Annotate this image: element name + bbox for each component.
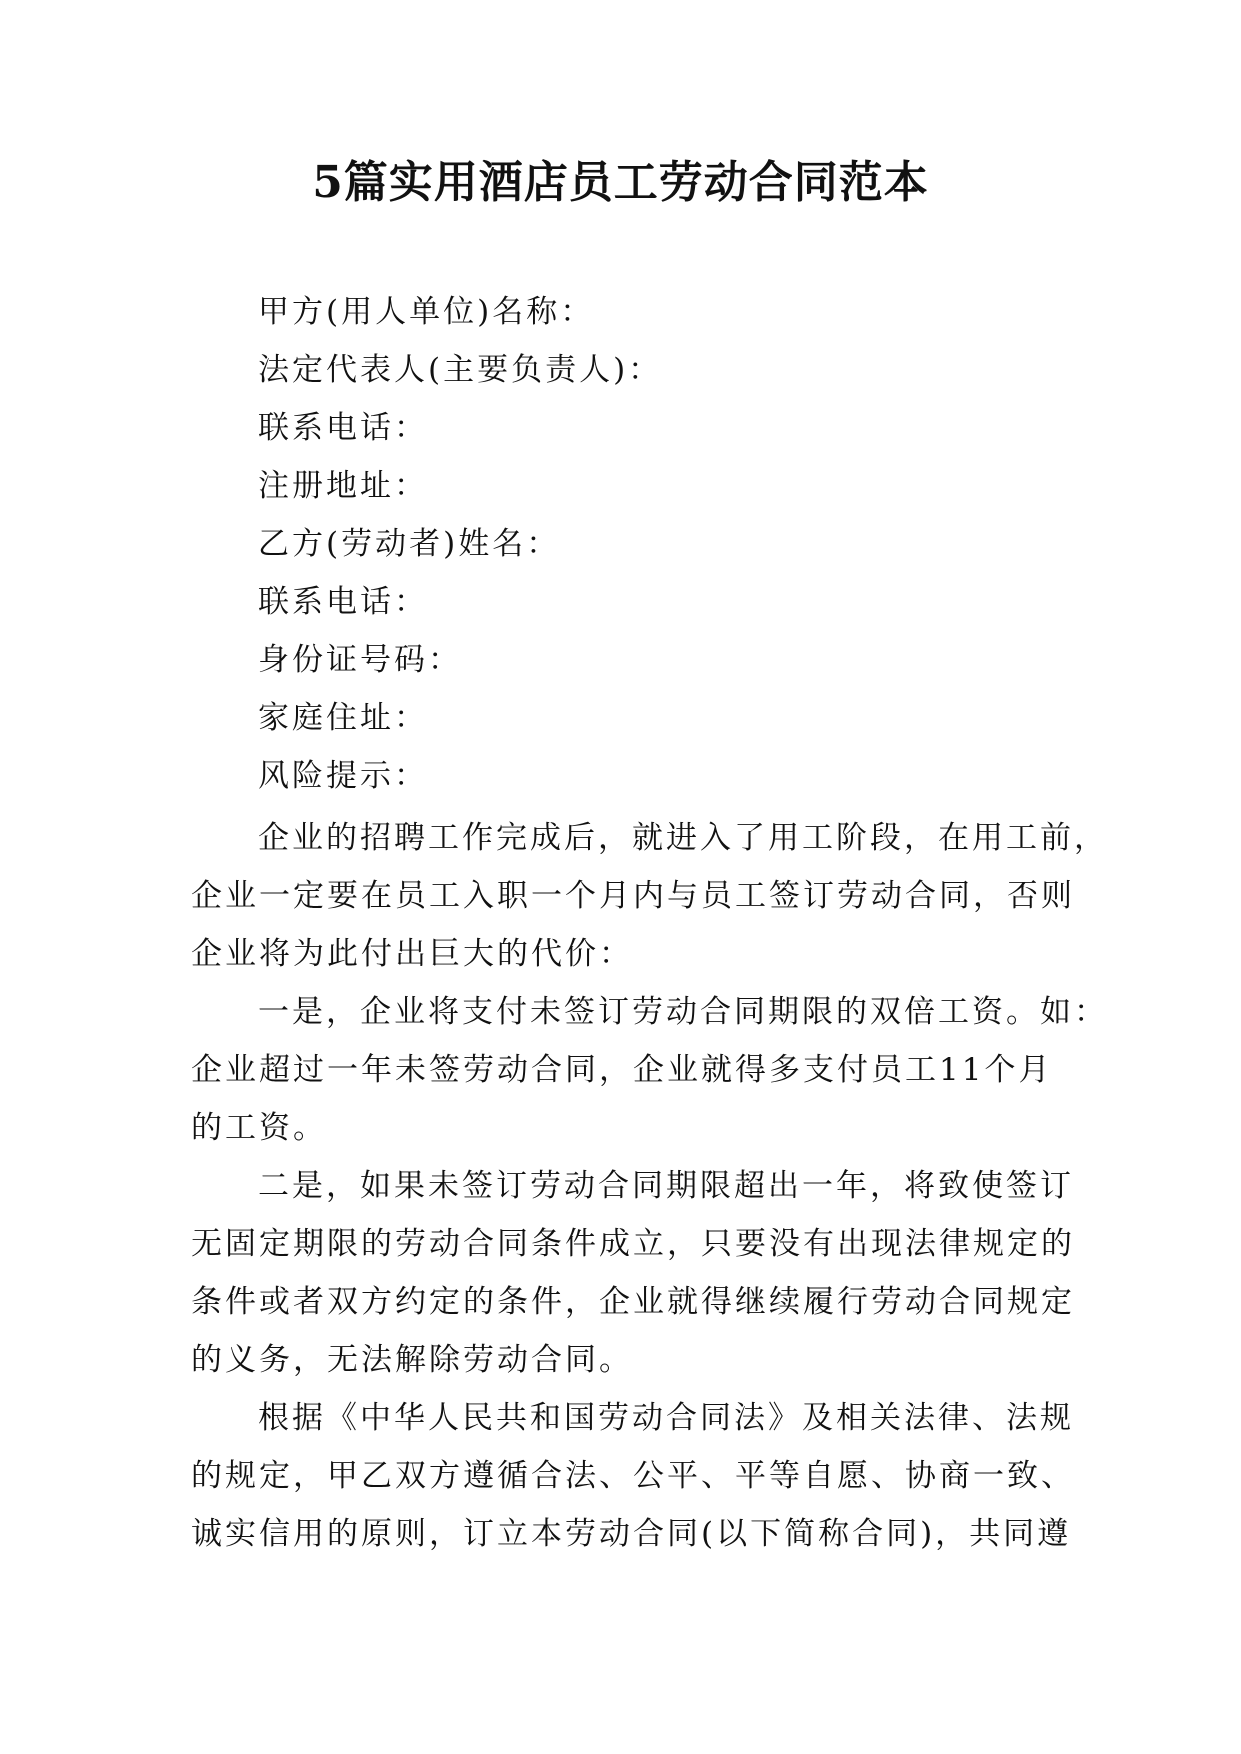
paragraph-line: 企业将为此付出巨大的代价：: [191, 936, 633, 972]
paragraph-line: 的义务，无法解除劳动合同。: [191, 1342, 633, 1378]
paragraph-line: 的工资。: [191, 1110, 327, 1146]
field-legal-representative: 法定代表人(主要负责人)：: [258, 352, 663, 388]
paragraph-line: 条件或者双方约定的条件，企业就得继续履行劳动合同规定: [191, 1284, 1075, 1320]
paragraph-line: 企业一定要在员工入职一个月内与员工签订劳动合同，否则: [191, 878, 1075, 914]
paragraph-line: 企业超过一年未签劳动合同，企业就得多支付员工11个月: [191, 1052, 1053, 1088]
paragraph-line: 的规定，甲乙双方遵循合法、公平、平等自愿、协商一致、: [191, 1458, 1075, 1494]
field-party-a-name: 甲方(用人单位)名称：: [258, 294, 595, 330]
field-party-b-phone: 联系电话：: [258, 584, 428, 620]
party-info-fields: [258, 292, 662, 814]
paragraph-line: 二是，如果未签订劳动合同期限超出一年，将致使签订: [258, 1168, 1074, 1204]
paragraph-open-ended-contract: [191, 1166, 1075, 1398]
paragraph-double-wage: [191, 992, 1108, 1166]
paragraph-line: 诚实信用的原则，订立本劳动合同(以下简称合同)，共同遵: [191, 1516, 1072, 1552]
field-registered-address: 注册地址：: [258, 468, 428, 504]
field-home-address: 家庭住址：: [258, 700, 428, 736]
field-id-number: 身份证号码：: [258, 642, 462, 678]
field-risk-notice: 风险提示：: [258, 758, 428, 794]
field-party-b-name: 乙方(劳动者)姓名：: [258, 526, 561, 562]
paragraph-recruitment: [191, 818, 1108, 992]
field-party-a-phone: 联系电话：: [258, 410, 428, 446]
paragraph-line: 一是，企业将支付未签订劳动合同期限的双倍工资。如：: [258, 994, 1108, 1030]
document-title: 5篇实用酒店员工劳动合同范本: [312, 157, 929, 208]
paragraph-line: 无固定期限的劳动合同条件成立，只要没有出现法律规定的: [191, 1226, 1075, 1262]
paragraph-legal-basis: [191, 1398, 1075, 1572]
paragraph-line: 企业的招聘工作完成后，就进入了用工阶段，在用工前，: [258, 820, 1108, 856]
paragraph-line: 根据《中华人民共和国劳动合同法》及相关法律、法规: [258, 1400, 1074, 1436]
